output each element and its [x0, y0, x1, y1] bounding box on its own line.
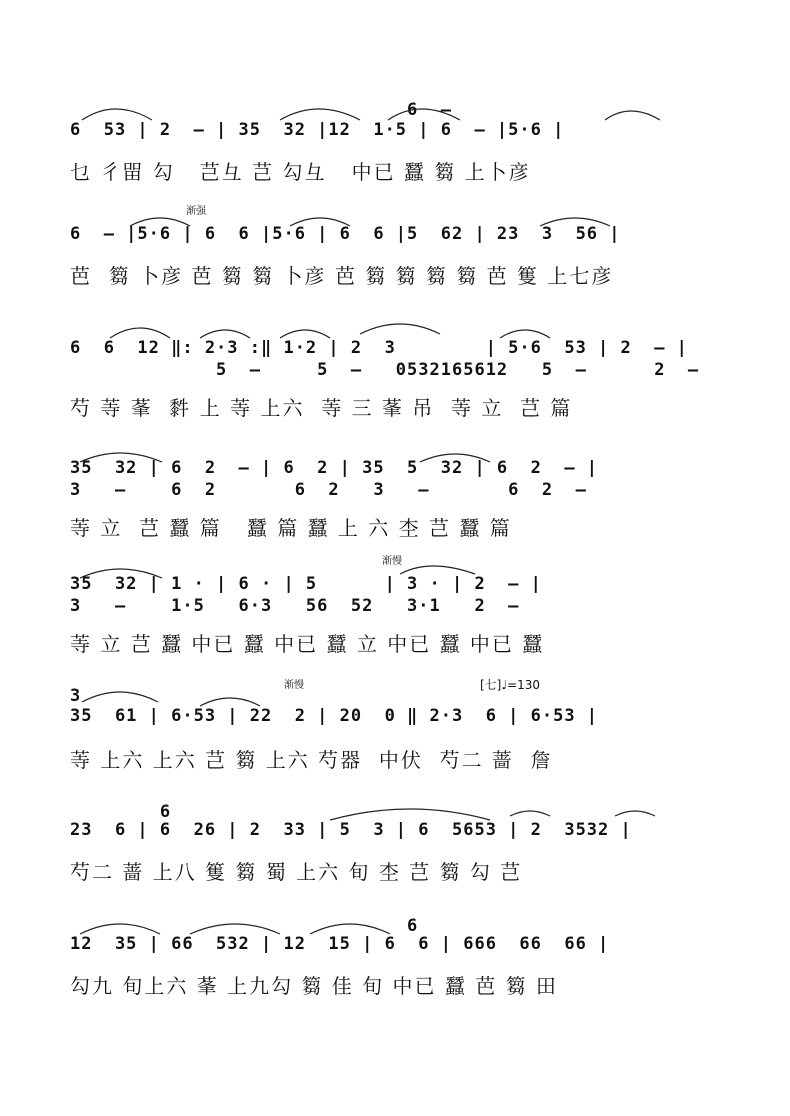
tablature-line: 芍 䓁 莑 䵓 上 䓁 上六 䓁 三 莑 吊 䓁 立 芑 篇 [70, 396, 573, 420]
jianpu-upper-line: 6 [70, 802, 172, 822]
jianpu-line: 6 — |5·6 | 6 6 |5·6 | 6 6 |5 62 | 23 3 56 | [70, 224, 621, 244]
score-system-2 [70, 196, 690, 296]
jianpu-upper-line: 6 — [70, 100, 452, 120]
dynamic-mark: 渐强 [186, 206, 206, 217]
score-system-4 [70, 440, 690, 550]
score-system-6 [70, 672, 690, 782]
jianpu-line: 12 35 | 66 532 | 12 15 | 6 6 | 666 66 66 | [70, 934, 610, 954]
jianpu-line: 6 6 12 ‖: 2·3 :‖ 1·2 | 2 3 | 5·6 53 | 2 — | [70, 338, 688, 358]
tablature-line: 勾九 旬上六 莑 上九勾 篘 佳 旬 中已 蠶 芭 篘 田 [70, 974, 558, 998]
score-system-8 [70, 908, 690, 1018]
jianpu-upper-line: 3 [70, 686, 82, 706]
jianpu-upper-line: 6 [70, 916, 419, 936]
jianpu-line: 35 61 | 6·53 | 22 2 | 20 0 ‖ 2·3 6 | 6·53 | [70, 706, 599, 726]
jianpu-line: 35 32 | 1 · | 6 · | 5 | 3 · | 2 — | [70, 574, 542, 594]
jianpu-lower-line: 3 — 1·5 6·3 56 52 3·1 2 — [70, 596, 520, 616]
tablature-line: 䓁 上六 上六 芑 篘 上六 芍器 中伏 芍二 蔷 詹 [70, 748, 553, 772]
score-system-1 [70, 90, 690, 190]
tablature-line: 芭 篘 卜彦 芭 篘 篘 卜彦 芭 篘 篘 篘 篘 芭 篗 上七彦 [70, 264, 614, 288]
score-system-3 [70, 312, 700, 422]
jianpu-line: 23 6 | 6 26 | 2 33 | 5 3 | 6 5653 | 2 3532 | [70, 820, 632, 840]
jianpu-lower-line: 5 — 5 — 0532165612 5 — 2 — [70, 360, 700, 380]
tempo-mark: 渐慢 [382, 556, 402, 567]
tablature-line: 乜 彳㽞 勾 芑彑 芑 勾彑 中已 蠶 篘 上卜彦 [70, 160, 531, 184]
tablature-line: 䓁 立 芑 蠶 中已 蠶 中已 蠶 立 中已 蠶 中已 蠶 [70, 632, 545, 656]
section-tempo-mark: [七]♩=130 [480, 678, 540, 692]
jianpu-line: 35 32 | 6 2 — | 6 2 | 35 5 32 | 6 2 — | [70, 458, 599, 478]
jianpu-line: 6 53 | 2 — | 35 32 |12 1·5 | 6 — |5·6 | [70, 120, 565, 140]
score-system-5 [70, 552, 690, 662]
tempo-mark: 渐慢 [284, 680, 304, 691]
tablature-line: 芍二 蔷 上八 篗 篘 蜀 上六 旬 杢 芑 篘 勾 芑 [70, 860, 523, 884]
jianpu-lower-line: 3 — 6 2 6 2 3 — 6 2 — [70, 480, 587, 500]
score-system-7 [70, 794, 690, 904]
tablature-line: 䓁 立 芑 蠶 篇 蠶 篇 蠶 上 六 杢 芑 蠶 篇 [70, 516, 512, 540]
